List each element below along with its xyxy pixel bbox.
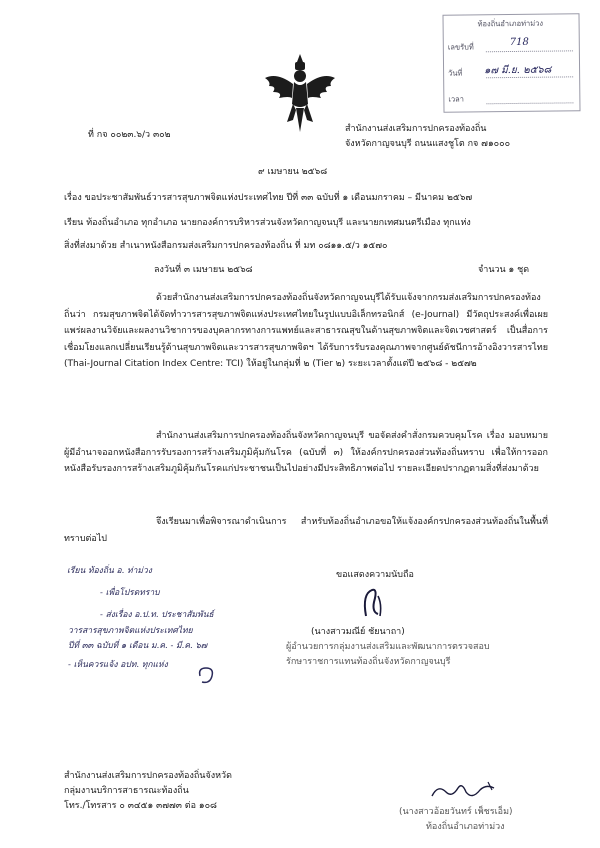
enclosure-quantity: จำนวน ๑ ชุด (478, 265, 530, 275)
local-signature-mark (428, 778, 500, 804)
stamp-date-label: วันที่ (448, 68, 463, 78)
stamp-receive-label: เลขรับที่ (447, 42, 474, 52)
local-signer-title: ท้องถิ่นอำเภอท่าม่วง (426, 822, 505, 832)
sender-office-line1: สำนักงานส่งเสริมการปกครองท้องถิ่น (345, 124, 487, 134)
enclosure-line: สิ่งที่ส่งมาด้วย สำเนาหนังสือกรมส่งเสริมการปกครองท้องถิ่น ที่ มท ๐๘๑๑.๕/ว ๑๕๗๐ (64, 241, 388, 251)
body-paragraph-1: ด้วยสำนักงานส่งเสริมการปกครองท้องถิ่นจังหวัดกาญจนบุรีได้รับแจ้งจากกรมส่งเสริมการปกครองท้องถิ่นว่า กรมสุขภาพจิตได้จัดทำวารสารสุขภาพจิตแห่งประเทศไทยในรูปแบบอิเล็กทรอนิกส์ (e-Journal) มีวัตถุประสงค์เพื่อเผยแพร่ผลงานวิจัยและผลงานวิชาการของบุคลากรทางการแพทย์และสาธารณสุขในด้านสุขภาพจิตและจิตเวชศาสตร์ เป็นสื่อการเชื่อมโยงแลกเปลี่ยนเรียนรู้ด้านสุขภาพจิตและวารสารสุขภาพจิตฯ ได้รับการรับรองคุณภาพจากศูนย์ดัชนีการอ้างอิงวารสารไทย (Thai-Journal Citation Index Centre: TCI) ให้อยู่ในกลุ่มที่ ๒ (Tier ๒) ระยะเวลาตั้งแต่ปี ๒๕๖๘ - ๒๕๗๒ (64, 293, 548, 369)
handwritten-note-line1: เรียน ท้องถิ่น อ. ท่าม่วง (67, 566, 152, 576)
body-paragraph-2: สำนักงานส่งเสริมการปกครองท้องถิ่นจังหวัดกาญจนบุรี ขอจัดส่งคำสั่งกรมควบคุมโรค เรื่อง มอบหมายผู้มีอำนาจออกหนังสือการรับรองการสร้างเสริมภูมิคุ้มกันโรค (ฉบับที่ ๓) ให้องค์กรปกครองส่วนท้องถิ่นทราบ เพื่อให้การออกหนังสือรับรองการสร้างเสริมภูมิคุ้มกันโรคแก่ประชาชนเป็นไปอย่างมีประสิทธิภาพต่อไป รายละเอียดปรากฏตามสิ่งที่ส่งมาด้วย (64, 431, 548, 474)
handwritten-note-line5: ปีที่ ๓๓ ฉบับที่ ๑ เดือน ม.ค. - มี.ค. ๖๗ (68, 641, 208, 651)
letter-date: ๙ เมษายน ๒๕๖๘ (258, 167, 328, 177)
signer-title-line2: รักษาราชการแทนท้องถิ่นจังหวัดกาญจนบุรี (286, 657, 451, 667)
signature-mark (352, 586, 392, 620)
contact-phone: โทร./โทรสาร ๐ ๓๔๕๑ ๓๗๗๓ ต่อ ๑๐๘ (64, 801, 217, 811)
handwritten-note-line6: - เห็นควรแจ้ง อปท. ทุกแห่ง (68, 660, 168, 670)
initial-mark (196, 664, 218, 686)
stamp-title: ท้องถิ่นอำเภอท่าม่วง (477, 18, 544, 29)
closing-phrase: ขอแสดงความนับถือ (336, 570, 414, 580)
sender-office-line2: จังหวัดกาญจนบุรี ถนนแสงชูโต กจ ๗๑๐๐๐ (345, 139, 511, 149)
local-signer-name: (นางสาวอ้อยวันทร์ เพ็ชรเอ็ม) (399, 807, 513, 817)
subject-line: เรื่อง ขอประชาสัมพันธ์วารสารสุขภาพจิตแห่งประเทศไทย ปีที่ ๓๓ ฉบับที่ ๑ เดือนมกราคม – มีนาคม ๒๕๖๗ (64, 193, 473, 203)
body-paragraph-3: จึงเรียนมาเพื่อพิจารณาดำเนินการ สำหรับท้องถิ่นอำเภอขอให้แจ้งองค์กรปกครองส่วนท้องถิ่นในพื้นที่ทราบต่อไป (64, 517, 548, 544)
stamp-receive-number: 718 (509, 36, 529, 49)
contact-office: สำนักงานส่งเสริมการปกครองท้องถิ่นจังหวัด (64, 771, 232, 781)
reference-number: ที่ กจ ๐๐๒๓.๖/ว ๓๐๒ (88, 130, 171, 140)
stamp-date-value: ๑๗ มี.ย. ๒๕๖๘ (484, 64, 552, 77)
received-stamp (442, 13, 580, 112)
contact-division: กลุ่มงานบริการสาธารณะท้องถิ่น (64, 786, 189, 796)
handwritten-note-line3: - ส่งเรื่อง อ.ป.ท. ประชาสัมพันธ์ (100, 610, 214, 620)
garuda-emblem (263, 52, 337, 136)
handwritten-note-line4: วารสารสุขภาพจิตแห่งประเทศไทย (68, 626, 193, 636)
enclosure-date: ลงวันที่ ๓ เมษายน ๒๕๖๘ (154, 265, 253, 275)
handwritten-note-line2: - เพื่อโปรดทราบ (100, 588, 160, 598)
stamp-time-label: เวลา (448, 94, 465, 104)
signer-name: (นางสาวมณีย์ ชัยนาถา) (311, 627, 405, 637)
signer-title-line1: ผู้อำนวยการกลุ่มงานส่งเสริมและพัฒนาการตรวจสอบ (286, 642, 490, 652)
recipient-line: เรียน ท้องถิ่นอำเภอ ทุกอำเภอ นายกองค์การบริหารส่วนจังหวัดกาญจนบุรี และนายกเทศมนตรีเมือง ทุกแห่ง (64, 218, 471, 228)
